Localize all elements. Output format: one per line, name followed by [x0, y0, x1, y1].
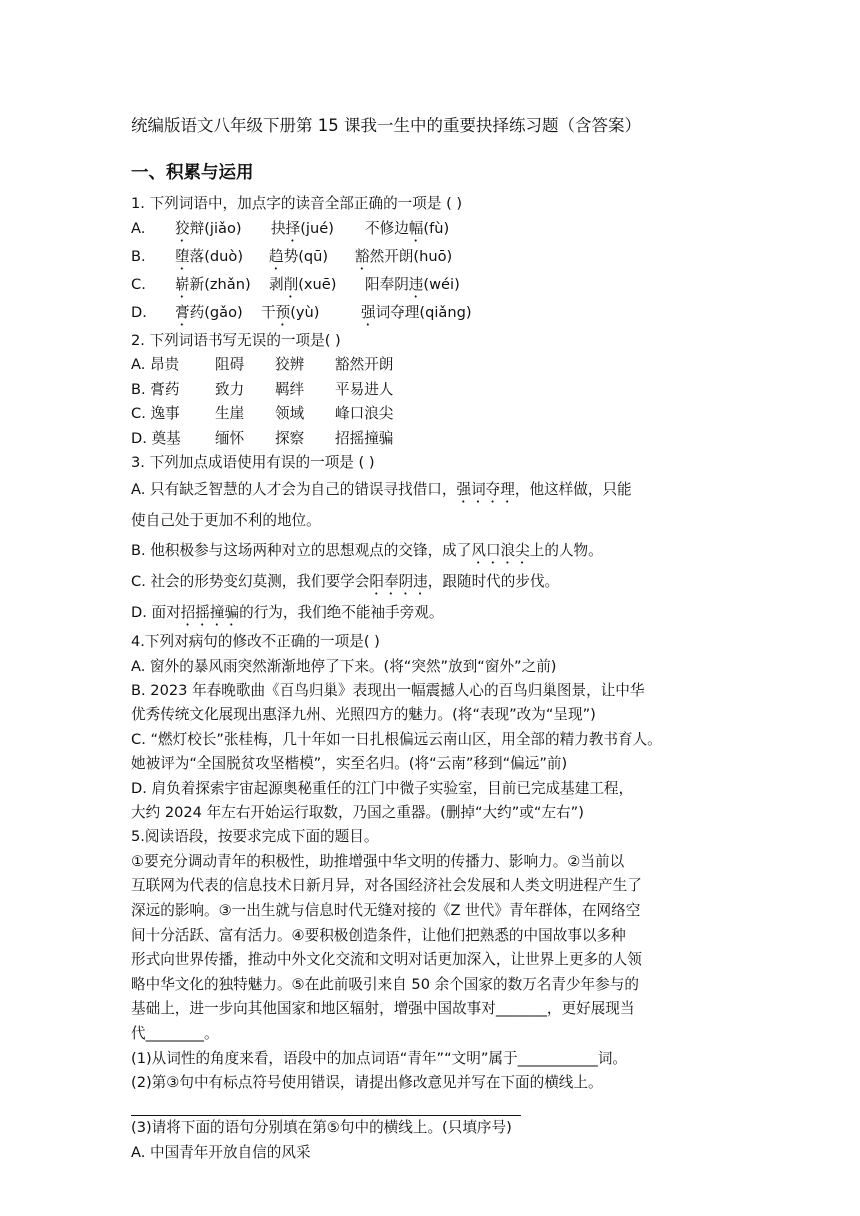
document-page: [131, 112, 741, 1165]
q4-option-b-cont: 优秀传统文化展现出惠泽九州、光照四方的魅力。(将“表现”改为“呈现”): [131, 706, 596, 724]
option-word: 羁绊: [275, 380, 305, 398]
passage-line: 互联网为代表的信息技术日新月异，对各国经济社会发展和人类文明进程产生了: [131, 877, 642, 895]
word-3: 不修边幅(fù): [365, 219, 450, 237]
option-word: 探察: [275, 429, 305, 447]
q3-option-b: B. 他积极参与这场两种对立的思想观点的交锋，成了风口浪尖上的人物。: [131, 541, 603, 559]
q5-sub-3: (3)请将下面的语句分别填在第⑤句中的横线上。(只填序号): [131, 1119, 512, 1137]
option-word: 豁然开朗: [335, 356, 394, 374]
q4-option-d-cont: 大约 2024 年左右开始运行取数，乃国之重器。(删掉“大约”或“左右”): [131, 804, 584, 822]
q2-option-b: [131, 378, 741, 402]
section-heading: 一、积累与运用: [131, 163, 254, 183]
option-label: B.: [131, 247, 146, 265]
option-word: D. 奠基: [131, 429, 181, 447]
q5-sub-1: (1)从词性的角度来看，语段中的加点词语“青年”“文明”属于___________词。: [131, 1049, 628, 1067]
option-word: 峰口浪尖: [335, 405, 394, 423]
q1-option-d: [131, 301, 741, 329]
passage-line: ①要充分调动青年的积极性，助推增强中华文明的传播力、影响力。②当前以: [131, 852, 625, 870]
q1-option-a: [131, 217, 741, 245]
option-word: 招摇撞骗: [335, 429, 394, 447]
answer-line[interactable]: [131, 1097, 521, 1116]
q4-option-a: A. 窗外的暴风雨突然渐渐地停了下来。(将“突然”放到“窗外”之前): [131, 657, 557, 675]
passage-line: 形式向世界传播，推动中外文化交流和文明对话更加深入，让世界上更多的人领: [131, 951, 642, 969]
q5-passage: [131, 850, 741, 1047]
q4-option-c-cont: 她被评为“全国脱贫攻坚楷模”，实至名归。(将“云南”移到“偏远”前): [131, 755, 568, 773]
option-word: 致力: [215, 380, 245, 398]
option-label: D.: [131, 303, 147, 321]
word-3: 阳奉阴违(wéi): [365, 275, 460, 293]
option-word: B. 膏药: [131, 380, 180, 398]
option-word: 生崖: [215, 405, 245, 423]
q5-stem: 5.阅读语段，按要求完成下面的题目。: [131, 828, 379, 846]
option-label: C.: [131, 275, 146, 293]
q1-option-b: [131, 245, 741, 273]
q1-stem: 1. 下列词语中，加点字的读音全部正确的一项是 ( ): [131, 195, 463, 212]
word-1: 膏药(gǎo): [175, 303, 243, 321]
word-2: 剥削(xuē): [269, 275, 337, 293]
q2-stem: 2. 下列词语书写无误的一项是( ): [131, 331, 341, 349]
page-title: 统编版语文八年级下册第 15 课我一生中的重要抉择练习题（含答案）: [131, 116, 641, 135]
q3-option-d: D. 面对招摇撞骗的行为，我们绝不能袖手旁观。: [131, 603, 444, 621]
word-2: 干预(yù): [261, 303, 320, 321]
passage-line: 基础上，进一步向其他国家和地区辐射，增强中国故事对_______，更好展现当: [131, 1000, 635, 1018]
option-word: 阻碍: [215, 356, 245, 374]
word-2: 抉择(jué): [271, 219, 334, 237]
q4-stem: 4.下列对病句的修改不正确的一项是( ): [131, 632, 380, 650]
option-label: A.: [131, 219, 146, 237]
word-3: 强词夺理(qiǎng): [361, 303, 472, 321]
option-word: A. 昂贵: [131, 356, 180, 374]
q4-option-d: D. 肩负着探索宇宙起源奥秘重任的江门中微子实验室，目前已完成基建工程，: [131, 779, 634, 797]
q3-stem: 3. 下列加点成语使用有误的一项是 ( ): [131, 454, 375, 471]
q4-option-b: B. 2023 年春晚歌曲《百鸟归巢》表现出一幅震撼人心的百鸟归巢图景，让中华: [131, 682, 645, 699]
word-1: 崭新(zhǎn): [175, 275, 251, 293]
passage-line: 间十分活跃、富有活力。④要积极创造条件，让他们把熟悉的中国故事以多种: [131, 926, 626, 944]
q3-option-a: A. 只有缺乏智慧的人才会为自己的错误寻找借口，强词夺理，他这样做，只能: [131, 480, 632, 498]
q3-option-a-cont: 使自己处于更加不利的地位。: [131, 511, 321, 529]
q5-option-a: A. 中国青年开放自信的风采: [131, 1143, 311, 1161]
passage-line: 深远的影响。③一出生就与信息时代无缝对接的《Z 世代》青年群体，在网络空: [131, 902, 641, 920]
option-word: 领域: [275, 405, 305, 423]
word-1: 堕落(duò): [175, 247, 244, 265]
word-3: 豁然开朗(huō): [355, 247, 453, 265]
option-word: 平易进人: [335, 380, 394, 398]
option-word: 缅怀: [215, 429, 245, 447]
q2-option-a: [131, 353, 741, 378]
q5-sub-2: (2)第③句中有标点符号使用错误，请提出修改意见并写在下面的横线上。: [131, 1074, 603, 1091]
q1-option-c: [131, 273, 741, 301]
q2-option-d: [131, 427, 741, 451]
option-word: C. 逸事: [131, 405, 180, 423]
passage-line: 略中华文化的独特魅力。⑤在此前吸引来自 50 余个国家的数万名青少年参与的: [131, 975, 639, 993]
word-2: 趋势(qū): [269, 247, 329, 265]
passage-line: 代________。: [131, 1025, 219, 1042]
option-word: 狡辨: [275, 356, 305, 374]
q4-option-c: C. “燃灯校长”张桂梅，几十年如一日扎根偏远云南山区，用全部的精力教书育人。: [131, 730, 662, 748]
q2-option-c: [131, 402, 741, 426]
q3-option-c: C. 社会的形势变幻莫测，我们要学会阳奉阴违，跟随时代的步伐。: [131, 572, 560, 590]
word-1: 狡辩(jiǎo): [175, 219, 242, 237]
